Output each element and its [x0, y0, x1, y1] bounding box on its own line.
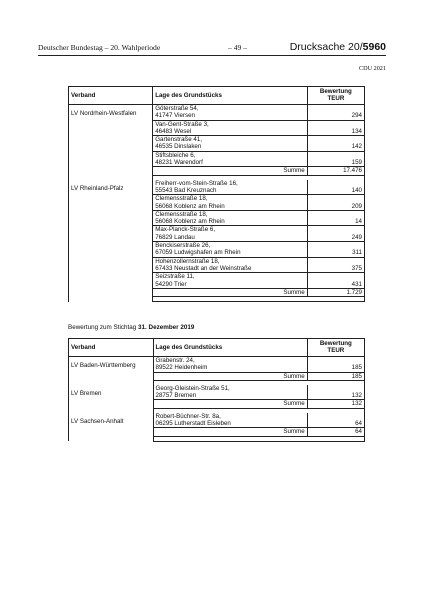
value-cell: 294: [307, 105, 364, 121]
valuation-table-2: [68, 338, 365, 442]
city-line: 67059 Ludwigshafen am Rhein: [155, 249, 241, 257]
location-cell: [153, 195, 308, 211]
column-header-unit: TEUR: [327, 347, 345, 355]
value-cell: 311: [307, 242, 364, 258]
sum-label: Summe: [153, 167, 308, 175]
city-line: 06295 Lutherstadt Eisleben: [155, 420, 231, 428]
sum-label: Summe: [153, 288, 308, 296]
header-parliament: Deutscher Bundestag – 20. Wahlperiode: [38, 43, 161, 52]
city-line: 76829 Landau: [155, 233, 195, 241]
location-cell: [153, 385, 307, 400]
city-line: 28757 Bremen: [155, 392, 197, 400]
street-line: Seizstraße 11,: [155, 273, 195, 281]
table-header-row: [69, 339, 365, 357]
verband-cell: LV Nordrhein-Westfalen: [69, 105, 153, 180]
location-cell: [153, 105, 308, 121]
table-row: [69, 105, 365, 121]
drucksache-id: 5960: [362, 41, 386, 53]
location-cell: [153, 226, 308, 242]
city-line: 48231 Warendorf: [155, 159, 203, 167]
table-header-row: [69, 87, 365, 105]
location-cell: [153, 210, 308, 226]
city-line: 46535 Dinslaken: [155, 143, 202, 151]
location-cell: [153, 120, 308, 136]
city-line: 46483 Wesel: [155, 127, 192, 135]
location-cell: [153, 413, 307, 428]
location-cell: [153, 273, 308, 289]
table-row: [69, 385, 365, 400]
sum-value: 132: [307, 400, 364, 408]
street-line: Clemensstraße 18,: [155, 195, 208, 203]
drucksache-label: Drucksache 20/: [289, 41, 363, 53]
verband-cell: LV Baden-Württemberg: [69, 357, 154, 385]
city-line: 67433 Neustadt an der Weinstraße: [155, 264, 252, 272]
sum-value: 17.476: [307, 167, 364, 175]
value-cell: 140: [307, 180, 364, 195]
street-line: Grabenstr. 24,: [155, 357, 195, 364]
value-cell: 375: [307, 257, 364, 273]
value-cell: 134: [307, 120, 364, 136]
value-cell: 14: [307, 210, 364, 226]
location-cell: [153, 180, 308, 195]
column-header-unit: TEUR: [327, 95, 345, 103]
street-line: Georg-Gleistein-Straße 51,: [155, 384, 230, 392]
city-line: 56068 Koblenz am Rhein: [155, 202, 225, 210]
table-row: [69, 413, 365, 428]
city-line: 55543 Bad Kreuznach: [155, 186, 217, 194]
stichtag-heading: [68, 324, 194, 331]
location-cell: [153, 242, 308, 258]
column-header-verband: Verband: [69, 339, 154, 357]
street-line: Benckiserstraße 26,: [155, 242, 211, 250]
sum-value: 1.729: [307, 288, 364, 296]
valuation-table-1: [68, 86, 365, 302]
location-cell: [153, 151, 308, 167]
page-number: – 49 –: [228, 43, 247, 52]
location-cell: [153, 357, 307, 373]
street-line: Freiherr-vom-Stein-Straße 16,: [155, 179, 238, 187]
value-cell: 431: [307, 273, 364, 289]
location-cell: [153, 257, 308, 273]
party-label: CDU 2021: [359, 65, 386, 72]
column-header-lage: Lage des Grundstücks: [153, 339, 307, 357]
table-1-body: [69, 87, 365, 302]
value-cell: 159: [307, 151, 364, 167]
street-line: Robert-Büchner-Str. 8a,: [155, 412, 221, 420]
verband-cell: LV Bremen: [69, 385, 154, 413]
city-line: 54290 Trier: [155, 280, 187, 288]
sum-label: Summe: [153, 372, 307, 380]
value-cell: 132: [307, 385, 364, 400]
table-row: [69, 180, 365, 195]
street-line: Gartenstraße 41,: [155, 136, 202, 144]
city-line: 56068 Koblenz am Rhein: [155, 218, 225, 226]
column-header-lage: Lage des Grundstücks: [153, 87, 308, 105]
value-cell: 185: [307, 357, 364, 373]
spacer-cell: [153, 436, 365, 441]
column-header-verband: Verband: [69, 87, 153, 105]
street-line: Max-Planck-Straße 6,: [155, 226, 216, 234]
value-cell: 249: [307, 226, 364, 242]
table-2-body: [69, 339, 365, 442]
sum-label: Summe: [153, 428, 307, 436]
street-line: Clemensstraße 18,: [155, 210, 208, 218]
location-cell: [153, 136, 308, 152]
city-line: 89522 Heidenheim: [155, 364, 208, 372]
verband-cell: LV Rheinland-Pfalz: [69, 180, 153, 302]
value-cell: 142: [307, 136, 364, 152]
value-cell: 209: [307, 195, 364, 211]
header-rule: [38, 55, 386, 56]
column-header-bewertung-label: Bewertung: [319, 340, 352, 347]
page-header: [38, 42, 386, 54]
column-header-bewertung: [307, 87, 364, 105]
street-line: Göterstraße 54,: [155, 105, 199, 112]
city-line: 41747 Viersen: [155, 112, 195, 120]
column-header-bewertung-label: Bewertung: [319, 88, 352, 95]
sum-value: 185: [307, 372, 364, 380]
sum-label: Summe: [153, 400, 307, 408]
street-line: Stiftsbleiche 6,: [155, 151, 196, 159]
value-cell: 64: [307, 413, 364, 428]
drucksache-number: [290, 41, 386, 53]
stichtag-prefix: Bewertung zum Stichtag: [68, 324, 139, 331]
sum-value: 64: [307, 428, 364, 436]
street-line: Van-Gent-Straße 3,: [155, 120, 209, 128]
table-row: [69, 357, 365, 373]
stichtag-date: 31. Dezember 2019: [138, 324, 195, 331]
verband-cell: LV Sachsen-Anhalt: [69, 413, 154, 441]
street-line: Hohenzollernstraße 18,: [155, 257, 220, 265]
spacer-cell: [153, 297, 365, 302]
column-header-bewertung: [307, 339, 364, 357]
